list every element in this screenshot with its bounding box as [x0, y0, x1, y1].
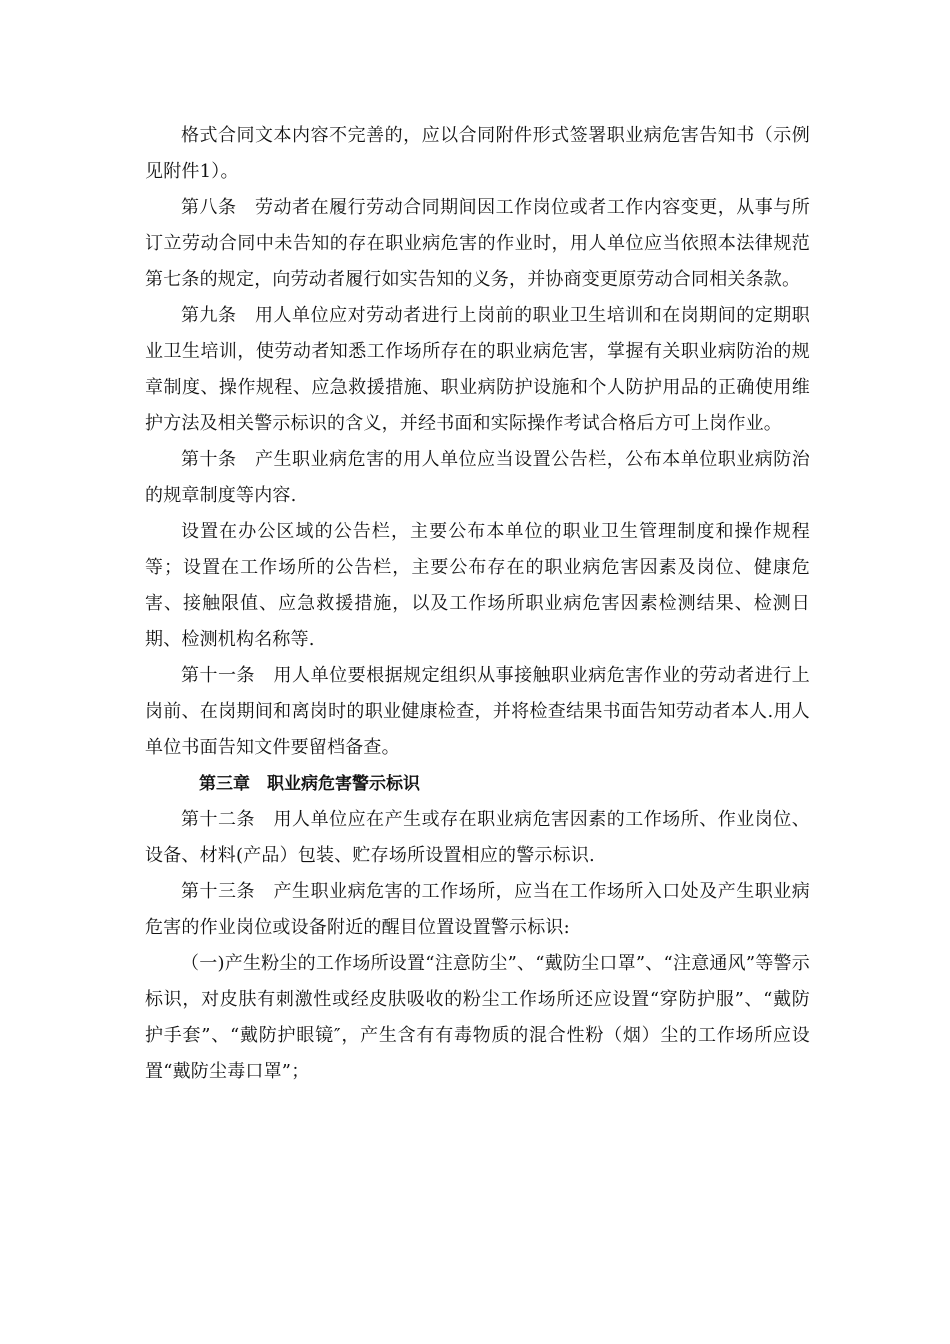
paragraph-article-8: 第八条 劳动者在履行劳动合同期间因工作岗位或者工作内容变更，从事与所订立劳动合同中未告知的存在职业病危害的作业时，用人单位应当依照本法律规范第七条的规定，向劳动者履行如实告知的义务，并协商变更原劳动合同相关条款。: [145, 197, 810, 290]
paragraph-article-13: 第十三条 产生职业病危害的工作场所，应当在工作场所入口处及产生职业病危害的作业岗位或设备附近的醒目位置设置警示标识:: [145, 881, 810, 938]
document-body: [145, 118, 810, 1090]
paragraph-notice-annex: 格式合同文本内容不完善的，应以合同附件形式签署职业病危害告知书（示例见附件1）。: [145, 125, 810, 182]
chapter-heading: 第三章 职业病危害警示标识: [199, 774, 420, 794]
paragraph-article-9: 第九条 用人单位应对劳动者进行上岗前的职业卫生培训和在岗期间的定期职业卫生培训，使劳动者知悉工作场所存在的职业病危害，掌握有关职业病防治的规章制度、操作规程、应急救援措施、职业病防护设施和个人防护用品的正确使用维护方法及相关警示标识的含义，并经书面和实际操作考试合格后方可上岗作业。: [145, 305, 810, 434]
paragraph-bulletin-board: 设置在办公区域的公告栏，主要公布本单位的职业卫生管理制度和操作规程等；设置在工作场所的公告栏，主要公布存在的职业病危害因素及岗位、健康危害、接触限值、应急救援措施，以及工作场所职业病危害因素检测结果、检测日期、检测机构名称等.: [145, 521, 810, 650]
paragraph-article-12: 第十二条 用人单位应在产生或存在职业病危害因素的工作场所、作业岗位、设备、材料(产品）包装、贮存场所设置相应的警示标识.: [145, 809, 810, 866]
paragraph-item-1-dust: （一)产生粉尘的工作场所设置“注意防尘”、“戴防尘口罩”、“注意通风”等警示标识，对皮肤有刺激性或经皮肤吸收的粉尘工作场所还应设置“穿防护服”、“戴防护手套”、“戴防护眼镜″，产生含有有毒物质的混合性粉（烟）尘的工作场所应设置“戴防尘毒口罩”；: [145, 953, 810, 1082]
paragraph-article-11: 第十一条 用人单位要根据规定组织从事接触职业病危害作业的劳动者进行上岗前、在岗期间和离岗时的职业健康检查，并将检查结果书面告知劳动者本人.用人单位书面告知文件要留档备查。: [145, 665, 810, 758]
paragraph-article-10: 第十条 产生职业病危害的用人单位应当设置公告栏，公布本单位职业病防治的规章制度等内容.: [145, 449, 810, 506]
